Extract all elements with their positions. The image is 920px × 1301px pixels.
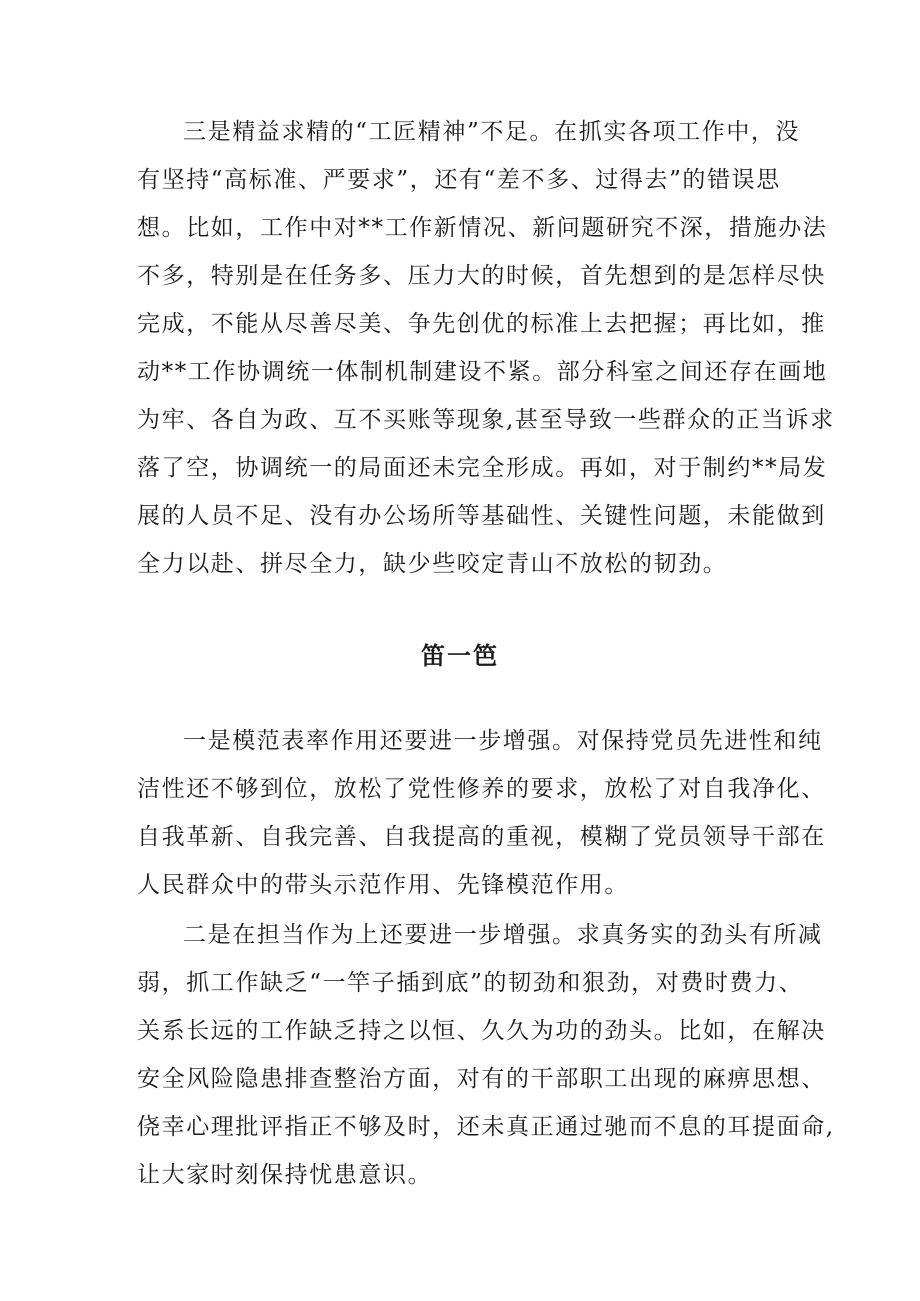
paragraph-craftsmanship-spirit xyxy=(137,108,835,588)
paragraph-line: 让大家时刻保持忧患意识。 xyxy=(137,1162,433,1188)
paragraph-line: 想。比如，工作中对**工作新情况、新问题研究不深，措施办法 xyxy=(137,215,828,241)
paragraph-line: 完成，不能从尽善尽美、争先创优的标准上去把握；再比如，推 xyxy=(137,311,826,337)
paragraph-line: 关系长远的工作缺乏持之以恒、久久为功的劲头。比如，在解决 xyxy=(137,1018,826,1044)
paragraph-line: 展的人员不足、没有办公场所等基础性、关键性问题，未能做到 xyxy=(137,503,826,529)
section-heading: 笛一笆 xyxy=(421,642,499,670)
paragraph-line: 安全风险隐患排查整治方面，对有的干部职工出现的麻痹思想、 xyxy=(137,1066,826,1092)
paragraph-line: 动**工作协调统一体制机制建设不紧。部分科室之间还存在画地 xyxy=(137,359,828,385)
paragraph-line: 有坚持“高标准、严要求”，还有“差不多、过得去”的错误思 xyxy=(137,167,781,193)
paragraph-exemplary-role xyxy=(137,717,826,909)
paragraph-line: 人民群众中的带头示范作用、先锋模范作用。 xyxy=(137,872,629,898)
paragraph-line: 不多，特别是在任务多、压力大的时候，首先想到的是怎样尽快 xyxy=(137,263,826,289)
paragraph-line: 一是模范表率作用还要进一步增强。对保持党员先进性和纯 xyxy=(183,728,823,754)
paragraph-line: 为牢、各自为政、互不买账等现象,甚至导致一些群众的正当诉求 xyxy=(137,407,835,433)
paragraph-line: 落了空，协调统一的局面还未完全形成。再如，对于制约**局发 xyxy=(137,455,828,481)
paragraph-line: 弱，抓工作缺乏“一竿子插到底”的韧劲和狠劲，对费时费力、 xyxy=(137,970,804,996)
paragraph-line: 三是精益求精的“工匠精神”不足。在抓实各项工作中，没 xyxy=(183,119,801,145)
paragraph-line: 洁性还不够到位，放松了党性修养的要求，放松了对自我净化、 xyxy=(137,776,826,802)
paragraph-line: 侥幸心理批评指正不够及时，还未真正通过驰而不息的耳提面命, xyxy=(137,1114,835,1140)
paragraph-line: 全力以赴、拼尽全力，缺少些咬定青山不放松的韧劲。 xyxy=(137,551,728,577)
paragraph-responsibility xyxy=(137,911,835,1199)
paragraph-line: 自我革新、自我完善、自我提高的重视，模糊了党员领导干部在 xyxy=(137,824,826,850)
paragraph-line: 二是在担当作为上还要进一步增强。求真务实的劲头有所减 xyxy=(183,922,823,948)
